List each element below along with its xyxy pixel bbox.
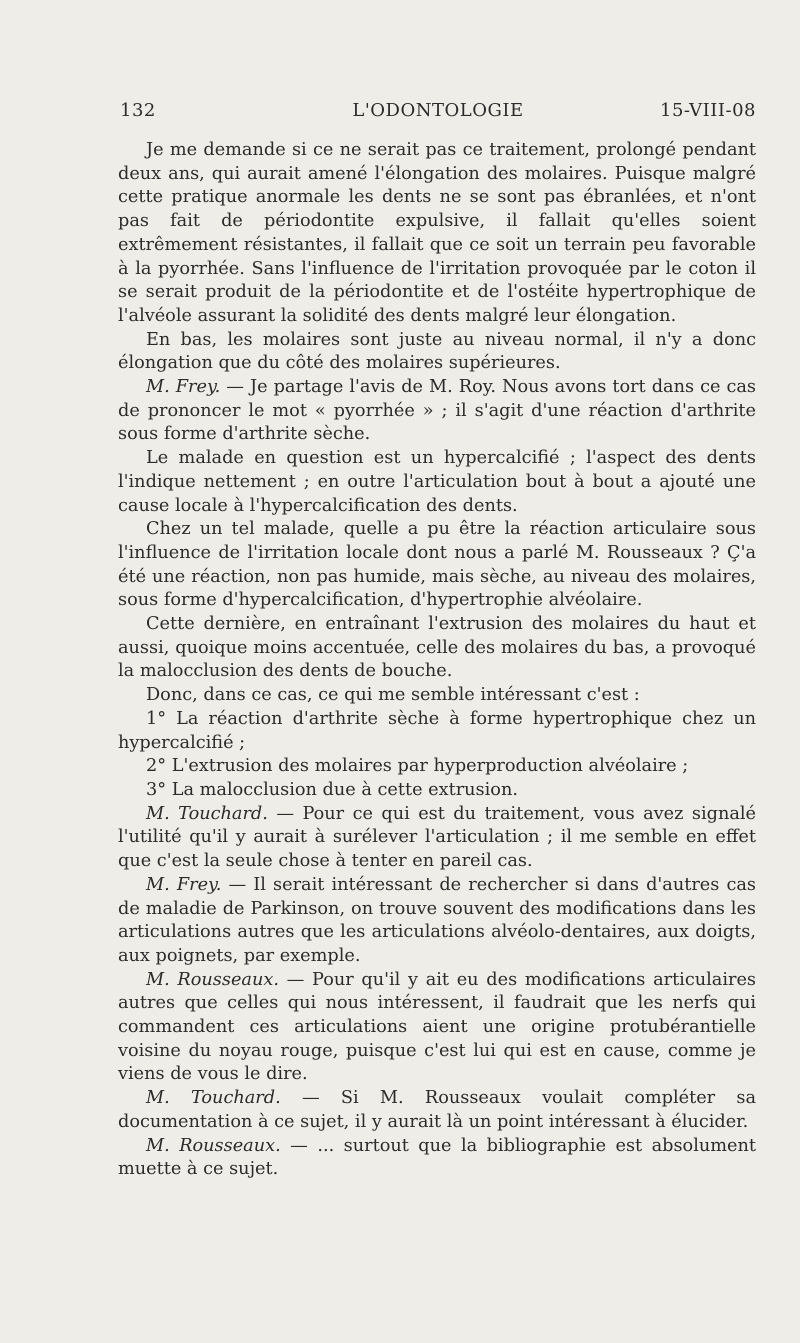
list-item <box>118 755 756 779</box>
paragraph-text: — ... surtout que la bibliographie est absolument muette à ce sujet. <box>118 1135 756 1180</box>
speaker-name: M. Rousseaux. <box>146 969 279 990</box>
paragraph <box>118 329 756 376</box>
paragraph-text: Je me demande si ce ne serait pas ce traitement, prolongé pendant deux ans, qui aurait amené l'élongation des molaires. Puisque malgré cette pratique anormale les dents ne se sont pas ébranlées, et n'ont pas fait de périodontite expulsive, il fallait qu'elles soient extrêmement résistantes, il fallait que ce soit un terrain peu favorable à la pyorrhée. Sans l'influence de l'irritation provoquée par le coton il se serait produit de la périodontite et de l'ostéite hypertrophique de l'alvéole assurant la solidité des dents malgré leur élongation. <box>118 140 756 326</box>
journal-title: L'ODONTOLOGIE <box>352 100 524 121</box>
paragraph <box>118 1135 756 1182</box>
paragraph-text: Cette dernière, en entraînant l'extrusion des molaires du haut et aussi, quoique moins accentuée, celle des molaires du bas, a provoqué la malocclusion des dents de bouche. <box>118 614 756 682</box>
speaker-name: M. Frey. <box>146 874 222 895</box>
paragraph <box>118 139 756 329</box>
paragraph <box>118 803 756 874</box>
speaker-name: M. Touchard. <box>146 1088 281 1109</box>
paragraph <box>118 1087 756 1134</box>
paragraph <box>118 684 756 708</box>
paragraph-text: — Pour qu'il y ait eu des modifications articulaires autres que celles qui nous intéressent, il faudrait que les nerfs qui commandent ces articulations aient une origine protubérantielle voisine du noyau rouge, puisque c'est lui qui est en cause, comme je viens de vous le dire. <box>118 969 756 1085</box>
paragraph <box>118 376 756 447</box>
paragraph-text: Le malade en question est un hypercalcifié ; l'aspect des dents l'indique nettement ; en outre l'articulation bout à bout a ajouté une cause locale à l'hypercalcification des dents. <box>118 448 756 516</box>
paragraph-text: 2° L'extrusion des molaires par hyperproduction alvéolaire ; <box>146 756 689 777</box>
paragraph <box>118 447 756 518</box>
issue-date: 15-VIII-08 <box>660 100 756 121</box>
paragraph-text: 1° La réaction d'arthrite sèche à forme hypertrophique chez un hypercalcifié ; <box>118 708 756 753</box>
paragraph <box>118 613 756 684</box>
speaker-name: M. Touchard. <box>146 803 268 824</box>
paragraph-text: — Je partage l'avis de M. Roy. Nous avons tort dans ce cas de prononcer le mot « pyorrhée » ; il s'agit d'une réaction d'arthrite sous forme d'arthrite sèche. <box>118 377 756 445</box>
paragraph-text: 3° La malocclusion due à cette extrusion. <box>146 779 518 800</box>
paragraph-text: — Si M. Rousseaux voulait compléter sa documentation à ce sujet, il y aurait là un point intéressant à élucider. <box>118 1088 756 1132</box>
paragraph-text: — Pour ce qui est du traitement, vous avez signalé l'utilité qu'il y aurait à surélever l'articulation ; il me semble en effet que c'est la seule chose à tenter en pareil cas. <box>118 803 757 872</box>
paragraph-text: Donc, dans ce cas, ce qui me semble intéressant c'est : <box>146 685 640 706</box>
running-header <box>120 100 756 126</box>
page-number: 132 <box>120 100 156 121</box>
paragraph <box>118 874 756 969</box>
paragraph-text: En bas, les molaires sont juste au niveau normal, il n'y a donc élongation que du côté des molaires supérieures. <box>118 329 756 374</box>
paragraph <box>118 969 756 1088</box>
paragraph-text: — Il serait intéressant de rechercher si dans d'autres cas de maladie de Parkinson, on trouve souvent des modifications dans les articulations autres que les articulations alvéolo-dentaires, aux doigts, aux poignets, par exemple. <box>118 874 756 966</box>
list-item <box>118 708 756 755</box>
body-text <box>118 139 756 1182</box>
speaker-name: M. Rousseaux. <box>146 1135 281 1156</box>
list-item <box>118 779 756 803</box>
paragraph-text: Chez un tel malade, quelle a pu être la réaction articulaire sous l'influence de l'irritation locale dont nous a parlé M. Rousseaux ? Ç'a été une réaction, non pas humide, mais sèche, au niveau des molaires, sous forme d'hypercalcification, d'hypertrophie alvéolaire. <box>118 519 756 611</box>
speaker-name: M. Frey. <box>146 377 221 398</box>
paragraph <box>118 518 756 613</box>
